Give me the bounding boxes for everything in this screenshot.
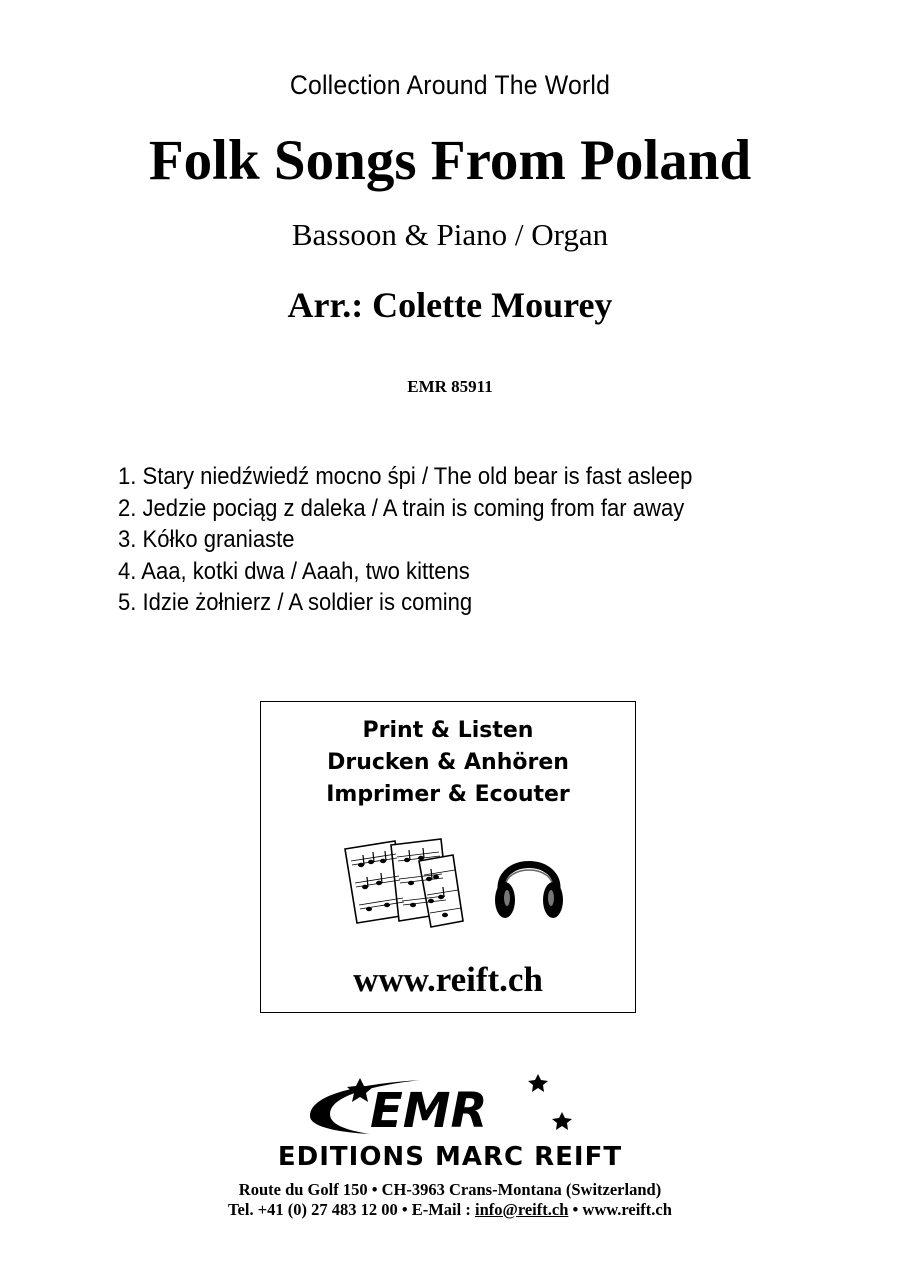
promo-line-de: Drucken & Anhören (327, 750, 569, 775)
emr-logo (300, 1072, 590, 1144)
publisher-contact (0, 1200, 900, 1220)
song-item: 5. Idzie żołnierz / A soldier is coming (118, 589, 473, 616)
instrumentation: Bassoon & Piano / Organ (291, 217, 609, 252)
promo-line-fr: Imprimer & Ecouter (326, 782, 570, 807)
sheet-music-icon (341, 835, 466, 930)
contact-prefix: Tel. +41 (0) 27 483 12 00 • E-Mail : (228, 1200, 471, 1219)
catalog-number: EMR 85911 (407, 377, 493, 396)
website-link[interactable]: www.reift.ch (353, 960, 543, 999)
logo-text: EMR (370, 1083, 488, 1139)
contact-suffix: • www.reift.ch (572, 1200, 672, 1219)
print-listen-box (260, 701, 636, 1013)
email-link[interactable]: info@reift.ch (474, 1200, 569, 1219)
publisher-address: Route du Golf 150 • CH-3963 Crans-Montana (Switzerland) (238, 1180, 662, 1199)
headphones-icon (493, 842, 565, 924)
series-title: Collection Around The World (289, 70, 611, 100)
publisher-name: EDITIONS MARC REIFT (277, 1142, 623, 1172)
arranger: Arr.: Colette Mourey (287, 285, 613, 325)
song-list (118, 461, 748, 619)
page-title: Folk Songs From Poland (148, 129, 752, 192)
song-item: 3. Kółko graniaste (118, 526, 295, 553)
song-item: 1. Stary niedźwiedź mocno śpi / The old bear is fast asleep (118, 463, 693, 490)
promo-line-en: Print & Listen (362, 718, 534, 743)
song-item: 2. Jedzie pociąg z daleka / A train is coming from far away (118, 494, 685, 522)
song-item: 4. Aaa, kotki dwa / Aaah, two kittens (118, 557, 470, 585)
